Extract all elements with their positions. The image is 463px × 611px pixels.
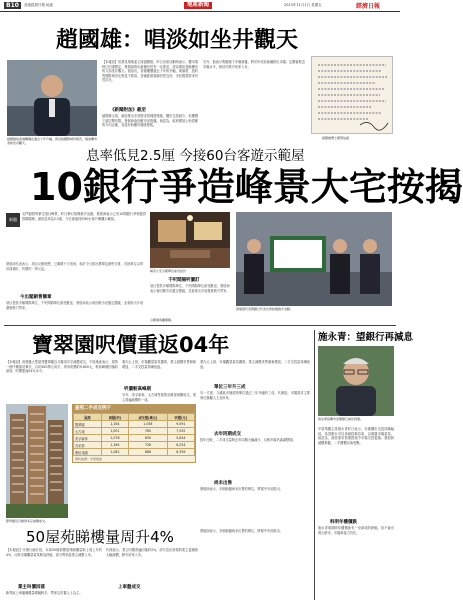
article4-body-b: 施永青預期明年樓價會有一至兩成的跌幅，但不會出現大跌市，市場承接力仍在。 xyxy=(318,526,394,535)
article2-kicker: 息率低見2.5厘 今接60台客遊示範屋 xyxy=(86,148,305,164)
table-source: 資料來源：中原地產 xyxy=(75,457,103,461)
letter-scribble-icon xyxy=(312,57,394,135)
table-cell: 太古城 xyxy=(74,428,102,435)
article2-body-b: 發展商代表表示，項目反應理想，已累積不少查詢，預計今日推出價單及銷售安排，首批單位以實用面積計，呎價約一萬元起。 xyxy=(6,262,144,271)
article2-body-a: 屯門掃管笏豪宅項目峰景，昨日舉行按揭推介活動，發展商表示已有10間銀行爭相提供按揭服務，最低息率為2.5厘，今日會接待約60台客戶參觀示範屋。 xyxy=(22,212,146,221)
man-portrait-icon xyxy=(318,346,394,416)
table-header-cell: 成交價(萬元) xyxy=(129,414,168,421)
divider-vertical xyxy=(314,330,315,600)
middle-subhead2: 去年同期成交 xyxy=(214,432,241,437)
article3-subhead: 呎價較高峰期 xyxy=(124,387,151,392)
article1-body-b: 趙國雄又指，政府推出多項需求管理措施後，樓市交投減少，但樓價下調空間有限，發展商會因應市況推盤。他認為，政府增加土地供應的方向正確，長遠有助樓市健康發展。 xyxy=(102,114,198,128)
man-portrait-icon xyxy=(7,60,97,136)
table-cell: 9,091 xyxy=(167,421,194,428)
table-row xyxy=(74,435,195,442)
article5-subhead: 業主叫價回落 xyxy=(18,585,45,590)
header-right-meta: 2013年11月1日 星期五 xyxy=(284,3,322,7)
table-cell: 688 xyxy=(129,449,168,456)
article2-photo1-caption: 峰景大宅示範單位室內設計 xyxy=(150,269,187,273)
article2-body-c: 項目提供多種間隔單位，千呎間隔單位最受歡迎，發展商表示會因應市況釐定價錢，並會推出多項優惠吸引買家。 xyxy=(6,301,144,310)
table-cell: 1,058 xyxy=(129,421,168,428)
middle-body-top: 業內人士指，市場觀望氣氛濃厚，業主減價求售個案增加，二手交投量持續低迷。 xyxy=(200,360,310,369)
table-cell: 1,078 xyxy=(101,435,128,442)
article5-subhead2: 上車盤成交 xyxy=(118,585,141,590)
article4-headline: 施永青：望銀行再減息 xyxy=(318,332,414,343)
article1-headline: 趙國雄：唱淡如坐井觀天 xyxy=(56,28,299,53)
middle-subhead3: 尚未出售 xyxy=(214,481,232,486)
article2-photo-press xyxy=(236,212,392,306)
article2-photo2-caption: 發展商代表與銀行代表出席按揭推介活動。 xyxy=(236,307,294,311)
middle-body-a: 另一方面，九龍區多個屋苑單位過去三年升幅約三成，代理指，市場需求主要來自換樓人士及用家。 xyxy=(200,391,310,400)
article2-body-col2: 項目提供多種間隔單位，千呎間隔單位最受歡迎，發展商表示會因應市況釐定價錢，並會推出多項優惠吸引買家。 xyxy=(150,284,230,293)
article3-photo-caption: 寶翠園近月錄得多宗減價成交。 xyxy=(6,519,49,523)
showroom-interior-icon xyxy=(150,212,230,268)
article5-body-a: 【本報訊】代理行統計指，本周50個指標屋苑睇樓量較上周上升約4%，反映市場觀望氣氛稍為紓緩，部分買家趁業主減價入市。 xyxy=(6,548,102,557)
table-cell: 630 xyxy=(129,435,168,442)
table-cell: 6,254 xyxy=(167,442,194,449)
table-cell: 康怡花園 xyxy=(74,449,102,456)
article3-photo-towers xyxy=(6,404,68,518)
table-cell: 美孚新邨 xyxy=(74,435,102,442)
middle-body-bottom: 發展商表示，多個新盤尚未出售的單位，將視乎市況推出。 xyxy=(200,529,283,533)
article2-subhead2: 千呎間隔呎價訂 xyxy=(168,278,200,283)
table-cell: 1,164 xyxy=(101,442,128,449)
article4-photo-caption: 施永青指樓市需要銀行減息刺激。 xyxy=(318,417,364,421)
table-cell: 5,844 xyxy=(167,435,194,442)
table-header-cell: 屋苑 xyxy=(74,414,102,421)
transaction-table xyxy=(72,404,196,463)
table-cell: 7,592 xyxy=(167,428,194,435)
page-number: B10 xyxy=(6,2,19,9)
handwritten-letter-image xyxy=(311,56,393,134)
new-property-badge: 新盤 xyxy=(6,213,20,227)
article1-subhead: 《新聞附加》截至 xyxy=(110,108,146,113)
table-row xyxy=(74,449,195,456)
middle-body-c: 發展商表示，多個新盤尚未出售的單位，將視乎市況推出。 xyxy=(200,487,283,491)
table-cell: 728 xyxy=(129,442,168,449)
article3-body-b: 業內人士指，市場觀望氣氛濃厚，業主減價求售個案增加，二手交投量持續低迷。 xyxy=(122,360,196,369)
table-cell: 760 xyxy=(129,428,168,435)
table-row xyxy=(74,421,195,428)
article2-subhead: 今出閣銷售簡章 xyxy=(20,295,52,300)
article5-body-b: 代理表示，業主叫價普遍回落約5%，部分急於套現的業主更願意大幅減價，吸引用家入市。 xyxy=(106,548,198,557)
table-cell: 杏花邨 xyxy=(74,442,102,449)
residential-towers-icon xyxy=(6,404,68,518)
article2-photo-interior xyxy=(150,212,230,268)
article2-photo3-caption: 示範屋客廳間隔。 xyxy=(150,318,175,322)
table-cell: 1,001 xyxy=(101,428,128,435)
letter-caption: 趙國雄博士親筆信函 xyxy=(322,136,350,140)
article4-body-a: 中原集團主席施永青昨日表示，本港樓市交投持續偏低，希望銀行可以再減按揭息率，以刺激市場氣氛。他認為，政府需求管理措施令市場交投萎縮，發展商減價推盤，二手樓價亦會受壓。 xyxy=(318,427,394,445)
table-cell: 6,359 xyxy=(167,449,194,456)
article4-subhead: 料明年樓價跌 xyxy=(330,520,357,525)
divider-mid xyxy=(4,325,396,326)
article1-body-a: 【本報訊】恒基兆業地產主席趙國雄，昨日出席活動時表示，樓市現時已回復穩定，發展商推出新盤仍然有一定需求，認為唱淡香港樓市的人如坐井觀天。他指出，香港樓價過去十年的升幅，與倫敦、紐約等國際城市比較並不算高，香港經濟基調仍然良好，市民置業需求仍然存在。 xyxy=(102,60,198,83)
table-cell: 1,082 xyxy=(101,449,128,456)
article5-headline: 50屋苑睇樓量周升4% xyxy=(26,528,174,546)
table-row xyxy=(74,442,195,449)
article5-body-c: 新界區上車盤睇樓量增幅較多，買家以首置人士為主。 xyxy=(6,591,83,595)
table-header-cell: 面積(呎) xyxy=(101,414,128,421)
article3-body-a: 【本報訊】西營盤大型屋苑寶翠園近月錄得多宗減價成交，中原地產表示，屋苑一個中層兩房單位，以約620萬元易手，實用呎價約9,800元，較高峰期回落約兩成，呎價重返04年水平。 xyxy=(6,360,118,374)
article1-photo-caption: 趙國雄指香港樓價在過去十年升幅，與其他國際城市相若，唱淡樓市者如坐井觀天。 xyxy=(7,137,98,145)
table-cell: 寶翠園 xyxy=(74,421,102,428)
header-left-meta: 香港經濟日報 地產 xyxy=(24,3,54,7)
article2-headline: 10銀行爭造峰景大宅按揭 xyxy=(30,165,463,209)
newspaper-logo: 經濟日報 xyxy=(356,3,381,10)
section-label: 地產新聞 xyxy=(184,2,212,9)
page-header xyxy=(0,0,400,12)
article3-headline: 寶翠園呎價重返04年 xyxy=(32,333,230,357)
article4-photo xyxy=(318,346,394,416)
table-title: 屋苑二手成交例子 xyxy=(73,405,195,413)
table-cell: 1,164 xyxy=(101,421,128,428)
press-event-icon xyxy=(236,212,392,306)
table-row xyxy=(74,428,195,435)
table-header-cell: 呎價(元) xyxy=(167,414,194,421)
transaction-data-table xyxy=(73,413,195,456)
article1-photo xyxy=(7,60,97,136)
middle-body-b: 按年比較，二手成交量較去年同期大幅減少，反映市場仍處調整期。 xyxy=(200,438,296,442)
article3-body-c: 另外，美孚新邨、太古城等屋苑亦錄得減價成交，業主普遍減價約一成。 xyxy=(122,393,196,402)
article1-body-c: 另外，他表示集團旗下多個新盤，將於年底前陸續推出市場，定價會貼近市場水平，相信可吸引用家入市。 xyxy=(203,60,305,69)
middle-subhead1: 單位三年升三成 xyxy=(214,385,246,390)
